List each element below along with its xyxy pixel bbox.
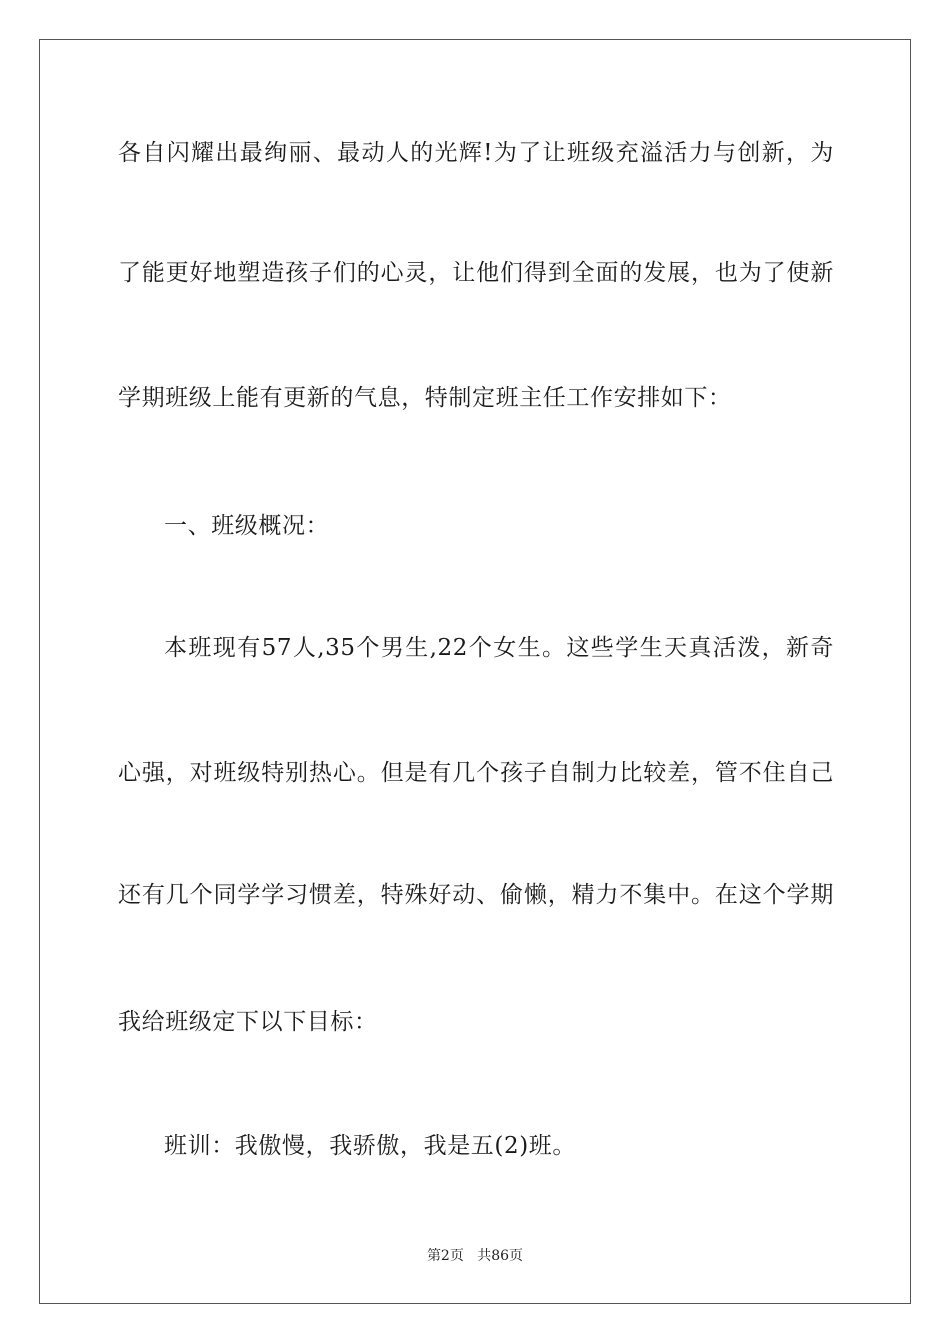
- paragraph-line: 了能更好地塑造孩子们的心灵，让他们得到全面的发展，也为了使新: [118, 260, 834, 286]
- paragraph-line: 我给班级定下以下目标：: [118, 1009, 378, 1035]
- paragraph-line: 还有几个同学学习惯差，特殊好动、偷懒，精力不集中。在这个学期: [118, 882, 834, 908]
- page-total: 共86页: [477, 1248, 524, 1264]
- paragraph-line: 学期班级上能有更新的气息，特制定班主任工作安排如下：: [118, 385, 732, 411]
- page-footer: [0, 1247, 950, 1265]
- paragraph-line: 心强，对班级特别热心。但是有几个孩子自制力比较差，管不住自己: [118, 760, 834, 786]
- class-motto: 班训：我傲慢，我骄傲，我是五(2)班。: [164, 1133, 576, 1159]
- paragraph-line: 本班现有57人,35个男生,22个女生。这些学生天真活泼，新奇: [164, 635, 834, 661]
- page-number: 第2页: [426, 1248, 464, 1264]
- section-heading: 一、班级概况：: [164, 513, 330, 539]
- page-border: [39, 39, 911, 1304]
- paragraph-line: 各自闪耀出最绚丽、最动人的光辉!为了让班级充溢活力与创新，为: [118, 140, 834, 166]
